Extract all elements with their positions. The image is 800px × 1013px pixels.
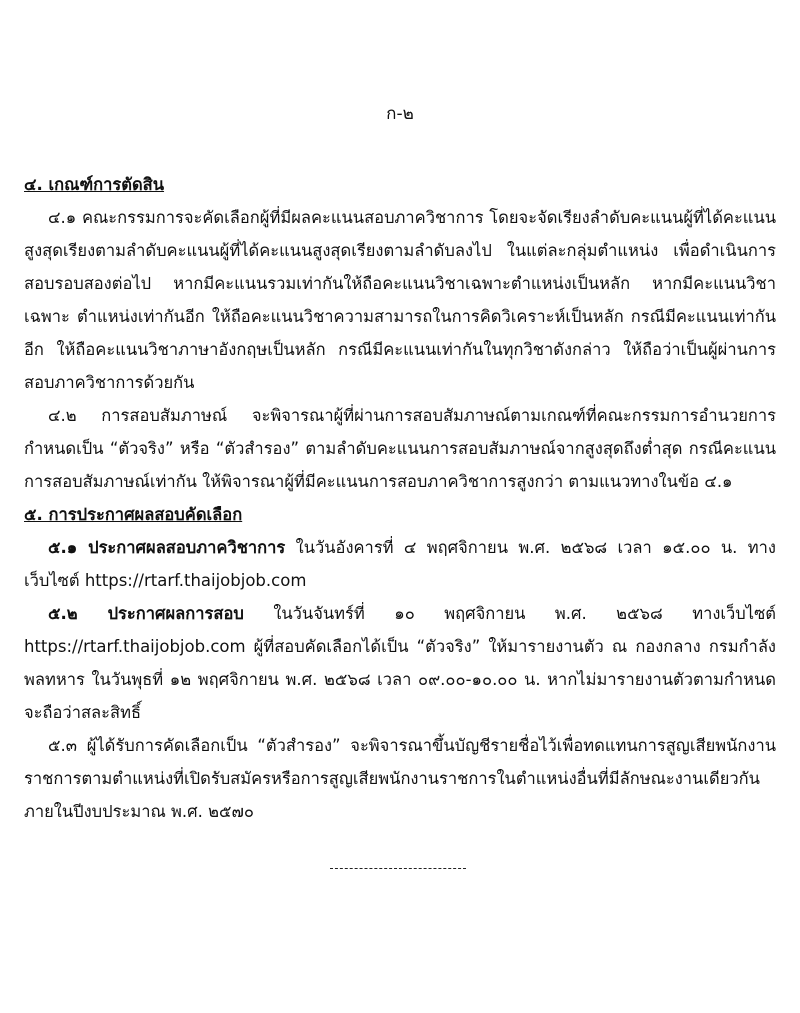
- section-5-1-paragraph: [24, 531, 776, 597]
- document-body: [24, 168, 776, 828]
- section-4-2-paragraph: ๔.๒ การสอบสัมภาษณ์ จะพิจารณาผู้ที่ผ่านการสอบสัมภาษณ์ตามเกณฑ์ที่คณะกรรมการอำนวยการกำหนดเป็น “ตัวจริง” หรือ “ตัวสำรอง” ตามลำดับคะแนนการสอบสัมภาษณ์จากสูงสุดถึงต่ำสุด กรณีคะแนนการสอบสัมภาษณ์เท่ากัน ให้พิจารณาผู้ที่มีคะแนนการสอบภาควิชาการสูงกว่า ตามแนวทางในข้อ ๔.๑: [24, 406, 776, 491]
- page-number: ก-๒: [386, 104, 414, 124]
- section-4-heading: ๔. เกณฑ์การตัดสิน: [24, 175, 165, 194]
- section-5-2-text: ในวันจันทร์ที่ ๑๐ พฤศจิกายน พ.ศ. ๒๕๖๘ ทางเว็บไซต์ https://rtarf.thaijobjob.com ผู้ที่สอบคัดเลือกได้เป็น “ตัวจริง” ให้มารายงานตัว ณ กองกลาง กรมกำลังพลทหาร ในวันพุธที่ ๑๒ พฤศจิกายน พ.ศ. ๒๕๖๘ เวลา ๐๙.๐๐-๑๐.๐๐ น. หากไม่มารายงานตัวตามกำหนดจะถือว่าสละสิทธิ์: [24, 604, 776, 722]
- end-divider: [330, 868, 466, 869]
- section-5-heading: ๕. การประกาศผลสอบคัดเลือก: [24, 505, 243, 524]
- section-4-1-paragraph: ๔.๑ คณะกรรมการจะคัดเลือกผู้ที่มีผลคะแนนสอบภาควิชาการ โดยจะจัดเรียงลำดับคะแนนผู้ที่ได้คะแนนสูงสุดเรียงตามลำดับคะแนนผู้ที่ได้คะแนนสูงสุดเรียงตามลำดับลงไป ในแต่ละกลุ่มตำแหน่ง เพื่อดำเนินการสอบรอบสองต่อไป หากมีคะแนนรวมเท่ากันให้ถือคะแนนวิชาเฉพาะตำแหน่งเป็นหลัก หากมีคะแนนวิชาเฉพาะ ตำแหน่งเท่ากันอีก ให้ถือคะแนนวิชาความสามารถในการคิดวิเคราะห์เป็นหลัก กรณีมีคะแนนเท่ากันอีก ให้ถือคะแนนวิชาภาษาอังกฤษเป็นหลัก กรณีมีคะแนนเท่ากันในทุกวิชาดังกล่าว ให้ถือว่าเป็นผู้ผ่านการสอบภาควิชาการด้วยกัน: [24, 208, 776, 392]
- section-5-1-text: ในวันอังคารที่ ๔ พฤศจิกายน พ.ศ. ๒๕๖๘ เวลา ๑๕.๐๐ น. ทางเว็บไซต์ https://rtarf.thaijobjob.com: [24, 538, 776, 590]
- section-5-2-paragraph: [24, 597, 776, 729]
- section-5-2-title: ๕.๒ ประกาศผลการสอบ: [48, 604, 244, 623]
- section-5-1-title: ๕.๑ ประกาศผลสอบภาควิชาการ: [48, 538, 286, 557]
- section-5-3-paragraph: ๕.๓ ผู้ได้รับการคัดเลือกเป็น “ตัวสำรอง” จะพิจารณาขึ้นบัญชีรายชื่อไว้เพื่อทดแทนการสูญเสียพนักงานราชการตามตำแหน่งที่เปิดรับสมัครหรือการสูญเสียพนักงานราชการในตำแหน่งอื่นที่มีลักษณะงานเดียวกัน ภายในปีงบประมาณ พ.ศ. ๒๕๗๐: [24, 736, 776, 821]
